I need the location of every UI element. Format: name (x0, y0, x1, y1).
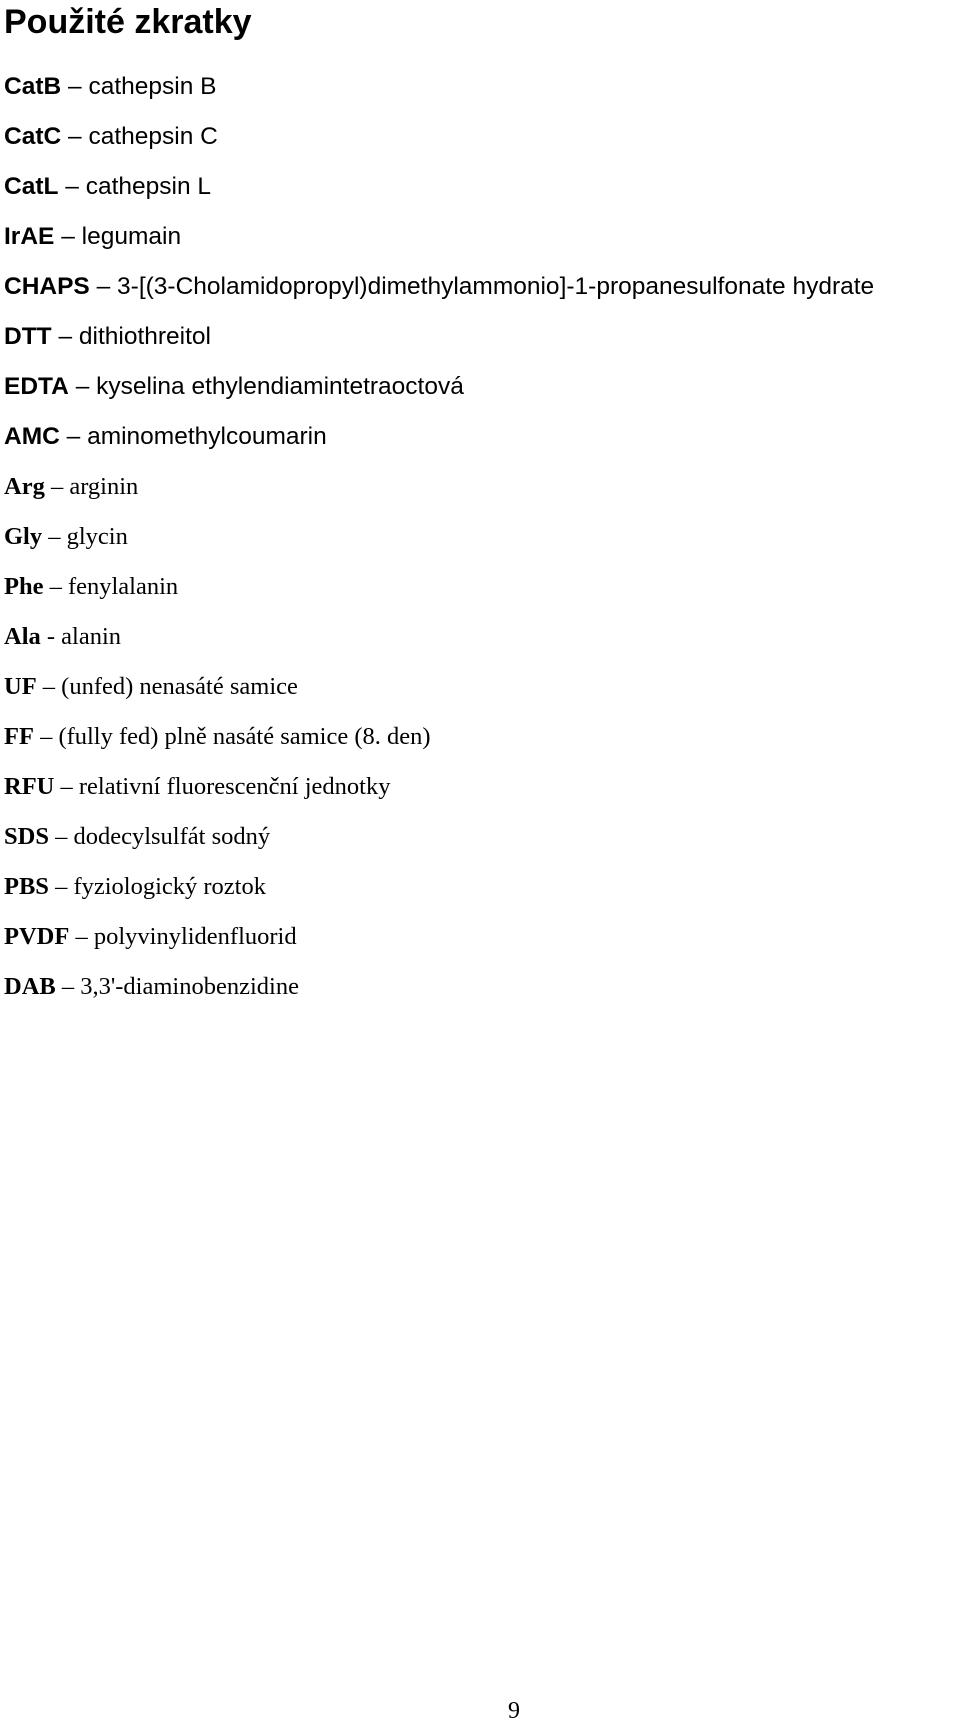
abbreviation-definition: cathepsin C (88, 123, 218, 150)
page-title: Použité zkratky (4, 3, 252, 41)
abbreviation-term: DTT (4, 323, 52, 350)
abbreviation-separator: – (67, 73, 82, 100)
abbreviation-term: SDS (4, 823, 49, 850)
abbreviation-separator: – (58, 323, 73, 350)
abbreviation-entry (4, 69, 874, 119)
abbreviation-term: PVDF (4, 923, 70, 950)
abbreviation-term: IrAE (4, 223, 55, 250)
abbreviation-separator: – (66, 423, 81, 450)
abbreviation-separator: – (55, 873, 68, 900)
abbreviation-term: RFU (4, 773, 55, 800)
abbreviation-definition: fenylalanin (67, 573, 179, 600)
abbreviation-term: Ala (4, 623, 41, 650)
abbreviation-term: CatB (4, 73, 62, 100)
abbreviation-definition: arginin (69, 473, 139, 500)
abbreviation-separator: – (65, 173, 79, 200)
abbreviation-entry (4, 569, 874, 619)
abbreviation-entry (4, 619, 874, 669)
abbreviation-term: PBS (4, 873, 49, 900)
abbreviation-definition: relativní fluorescenční jednotky (78, 773, 391, 800)
abbreviation-term: UF (4, 673, 37, 700)
abbreviation-entry (4, 119, 874, 169)
abbreviation-entry (4, 669, 874, 719)
abbreviation-separator: – (55, 823, 68, 850)
abbreviation-entry (4, 369, 874, 419)
abbreviation-entry (4, 319, 874, 369)
abbreviation-separator: – (42, 673, 56, 700)
abbreviation-entry (4, 219, 874, 269)
abbreviation-separator: – (75, 923, 88, 950)
abbreviation-list (4, 69, 874, 1019)
abbreviation-separator: – (96, 273, 111, 300)
abbreviation-term: Phe (4, 573, 44, 600)
page-number: 9 (508, 1698, 520, 1724)
abbreviation-term: Arg (4, 473, 45, 500)
abbreviation-term: CatL (4, 173, 59, 200)
abbreviation-definition: cathepsin B (88, 73, 217, 100)
abbreviation-definition: legumain (81, 223, 182, 250)
abbreviation-definition: (unfed) nenasáté samice (61, 673, 298, 700)
abbreviation-definition: fyziologický roztok (73, 873, 266, 900)
abbreviation-separator: – (40, 723, 53, 750)
abbreviation-term: EDTA (4, 373, 69, 400)
abbreviation-definition: dodecylsulfát sodný (73, 823, 271, 850)
abbreviation-separator: – (61, 973, 75, 1000)
abbreviation-term: DAB (4, 973, 56, 1000)
abbreviation-separator: – (48, 523, 61, 550)
abbreviation-definition: 3-[(3-Cholamidopropyl)dimethylammonio]-1-propanesulfonate hydrate (117, 273, 875, 300)
abbreviation-separator: – (60, 773, 73, 800)
abbreviation-entry (4, 869, 874, 919)
abbreviation-entry (4, 819, 874, 869)
abbreviation-definition: polyvinylidenfluorid (93, 923, 297, 950)
abbreviation-term: Gly (4, 523, 43, 550)
abbreviation-entry (4, 769, 874, 819)
abbreviation-entry (4, 419, 874, 469)
abbreviation-definition: alanin (61, 623, 122, 650)
abbreviation-definition: cathepsin L (85, 173, 212, 200)
abbreviation-definition: kyselina ethylendiamintetraoctová (96, 373, 464, 400)
abbreviation-definition: dithiothreitol (78, 323, 211, 350)
abbreviation-entry (4, 969, 874, 1019)
abbreviation-entry (4, 269, 874, 319)
abbreviation-definition: 3,3'-diaminobenzidine (80, 973, 299, 1000)
abbreviation-term: CHAPS (4, 273, 90, 300)
abbreviation-separator: – (49, 573, 62, 600)
abbreviation-separator: – (75, 373, 90, 400)
abbreviation-entry (4, 169, 874, 219)
abbreviation-separator: – (67, 123, 82, 150)
abbreviation-entry (4, 919, 874, 969)
abbreviation-entry (4, 469, 874, 519)
abbreviation-separator: - (46, 623, 56, 650)
abbreviation-entry (4, 719, 874, 769)
abbreviation-term: AMC (4, 423, 60, 450)
abbreviation-definition: glycin (66, 523, 128, 550)
abbreviation-separator: – (61, 223, 75, 250)
abbreviation-definition: aminomethylcoumarin (87, 423, 327, 450)
abbreviation-definition: (fully fed) plně nasáté samice (8. den) (58, 723, 431, 750)
abbreviation-term: FF (4, 723, 34, 750)
abbreviation-entry (4, 519, 874, 569)
abbreviation-term: CatC (4, 123, 62, 150)
abbreviation-separator: – (50, 473, 64, 500)
